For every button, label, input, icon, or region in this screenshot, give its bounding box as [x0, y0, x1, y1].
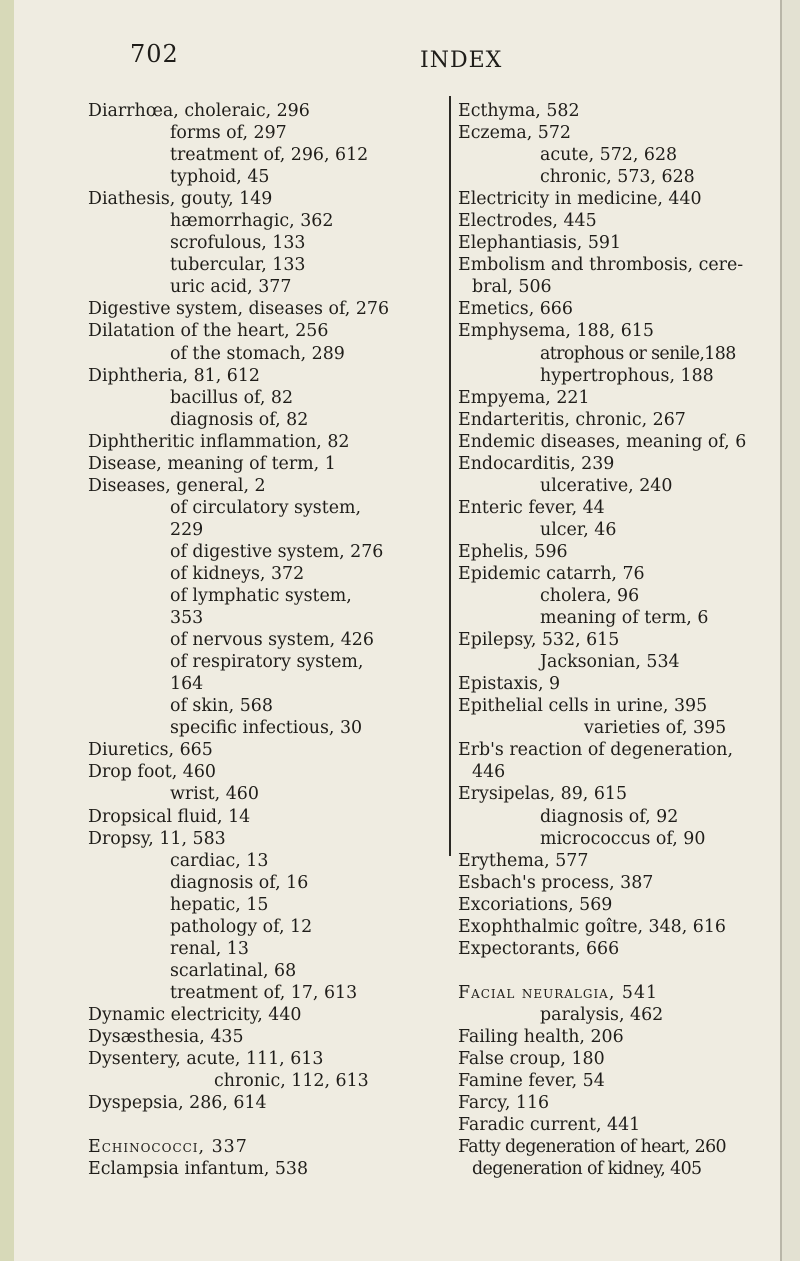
index-subentry: ulcerative, 240 [540, 475, 673, 496]
index-entry-continuation: bral, 506 [472, 277, 552, 298]
index-subentry: typhoid, 45 [170, 167, 270, 188]
index-subentry: chronic, 112, 613 [214, 1071, 369, 1092]
index-subentry: varieties of, 395 [584, 718, 727, 739]
index-entry-section-start: Facial neuralgia, 541 [458, 982, 659, 1003]
index-subentry: diagnosis of, 82 [170, 409, 309, 430]
index-entry: Epilepsy, 532, 615 [458, 630, 620, 651]
index-subentry: acute, 572, 628 [540, 145, 678, 166]
index-entry: Dropsy, 11, 583 [88, 828, 226, 849]
index-entry: Erb's reaction of degeneration, [458, 740, 734, 761]
page-number: 702 [130, 40, 179, 68]
index-subentry: of kidneys, 372 [170, 563, 305, 584]
index-entry: Farcy, 116 [458, 1093, 550, 1114]
index-subentry: micrococcus of, 90 [540, 828, 706, 849]
index-subentry: wrist, 460 [170, 784, 259, 805]
index-subentry: hepatic, 15 [170, 894, 269, 915]
index-entry: Dysentery, acute, 111, 613 [88, 1049, 324, 1070]
index-subentry: scarlatinal, 68 [170, 960, 297, 981]
index-entry: Erythema, 577 [458, 850, 589, 871]
index-subentry: specific infectious, 30 [170, 718, 363, 739]
index-entry: Diarrhœa, choleraic, 296 [88, 101, 310, 121]
index-entry: Famine fever, 54 [458, 1071, 605, 1092]
index-subentry: renal, 13 [170, 938, 249, 959]
index-entry: Fatty degeneration of heart, 260 [458, 1137, 726, 1158]
index-entry: Eclampsia infantum, 538 [88, 1159, 309, 1180]
index-entry: Diphtheritic inflammation, 82 [88, 431, 350, 452]
index-subentry: paralysis, 462 [540, 1004, 664, 1025]
index-subentry: cholera, 96 [540, 586, 640, 607]
index-column-left [88, 100, 448, 1180]
index-subentry: cardiac, 13 [170, 850, 269, 871]
page-title: INDEX [420, 48, 503, 73]
index-entry: Excoriations, 569 [458, 894, 613, 915]
index-subentry: uric acid, 377 [170, 277, 292, 298]
index-column-right [458, 100, 788, 1180]
index-entry: Endocarditis, 239 [458, 453, 615, 474]
index-entry: Elephantiasis, 591 [458, 233, 622, 254]
index-entry: False croup, 180 [458, 1049, 605, 1070]
index-entry: Exophthalmic goître, 348, 616 [458, 916, 727, 937]
index-entry: Endarteritis, chronic, 267 [458, 409, 686, 430]
index-subentry: hypertrophous, 188 [540, 365, 714, 386]
index-entry-continuation: 446 [472, 762, 506, 783]
index-subentry: pathology of, 12 [170, 916, 313, 937]
index-entry: Epidemic catarrh, 76 [458, 563, 645, 584]
index-subentry: diagnosis of, 16 [170, 872, 309, 893]
index-subentry: of skin, 568 [170, 696, 273, 717]
index-subentry: scrofulous, 133 [170, 233, 306, 254]
index-letter-gap [88, 1114, 448, 1136]
index-subentry: of circulatory system, [170, 497, 362, 518]
index-entry-section-start: Echinococci, 337 [88, 1137, 248, 1158]
index-entry: Drop foot, 460 [88, 762, 217, 783]
index-entry: Ephelis, 596 [458, 541, 568, 562]
index-letter-gap [458, 960, 788, 982]
index-entry: Electricity in medicine, 440 [458, 189, 702, 210]
index-entry: Diseases, general, 2 [88, 475, 266, 496]
index-entry: Embolism and thrombosis, cere- [458, 255, 744, 276]
index-entry: Dropsical fluid, 14 [88, 806, 251, 827]
index-subentry: bacillus of, 82 [170, 387, 294, 408]
index-entry: Diuretics, 665 [88, 740, 213, 761]
index-entry: Diphtheria, 81, 612 [88, 365, 260, 386]
column-divider [449, 96, 451, 856]
index-subentry: chronic, 573, 628 [540, 167, 695, 188]
index-entry: Electrodes, 445 [458, 211, 597, 232]
index-entry: Erysipelas, 89, 615 [458, 784, 628, 805]
index-entry: Failing health, 206 [458, 1026, 624, 1047]
index-entry: Esbach's process, 387 [458, 872, 654, 893]
page-header [0, 40, 800, 74]
index-entry-continuation: degeneration of kidney, 405 [472, 1159, 702, 1180]
index-subentry-continuation: 353 [170, 608, 204, 629]
index-subentry-continuation: 164 [170, 674, 204, 695]
index-subentry: meaning of term, 6 [540, 608, 709, 629]
index-subentry-continuation: 229 [170, 519, 204, 540]
index-subentry: ulcer, 46 [540, 519, 617, 540]
index-subentry: hæmorrhagic, 362 [170, 211, 334, 232]
index-entry: Disease, meaning of term, 1 [88, 453, 336, 474]
index-entry: Dysæsthesia, 435 [88, 1026, 244, 1047]
index-entry: Empyema, 221 [458, 387, 590, 408]
index-subentry: of nervous system, 426 [170, 630, 374, 651]
index-subentry: forms of, 297 [170, 123, 287, 144]
index-entry: Dynamic electricity, 440 [88, 1004, 302, 1025]
index-entry: Eczema, 572 [458, 123, 571, 144]
index-subentry: treatment of, 17, 613 [170, 982, 358, 1003]
index-subentry: diagnosis of, 92 [540, 806, 679, 827]
index-entry: Ecthyma, 582 [458, 101, 580, 121]
index-entry: Emetics, 666 [458, 299, 573, 320]
index-subentry: of lymphatic system, [170, 586, 352, 607]
index-entry: Dilatation of the heart, 256 [88, 321, 329, 342]
index-entry: Faradic current, 441 [458, 1115, 641, 1136]
index-subentry: of digestive system, 276 [170, 541, 384, 562]
index-entry: Expectorants, 666 [458, 938, 620, 959]
index-entry: Dyspepsia, 286, 614 [88, 1093, 267, 1114]
index-subentry: of the stomach, 289 [170, 343, 345, 364]
index-subentry: atrophous or senile,188 [540, 343, 736, 364]
index-entry: Epithelial cells in urine, 395 [458, 696, 708, 717]
index-entry: Epistaxis, 9 [458, 674, 561, 695]
index-subentry: Jacksonian, 534 [540, 652, 680, 673]
index-entry: Emphysema, 188, 615 [458, 321, 654, 342]
index-entry: Endemic diseases, meaning of, 6 [458, 431, 747, 452]
index-subentry: of respiratory system, [170, 652, 364, 673]
index-entry: Enteric fever, 44 [458, 497, 605, 518]
index-subentry: treatment of, 296, 612 [170, 145, 369, 166]
index-entry: Digestive system, diseases of, 276 [88, 299, 390, 320]
index-subentry: tubercular, 133 [170, 255, 306, 276]
index-entry: Diathesis, gouty, 149 [88, 189, 273, 210]
page-left-edge [0, 0, 14, 1261]
